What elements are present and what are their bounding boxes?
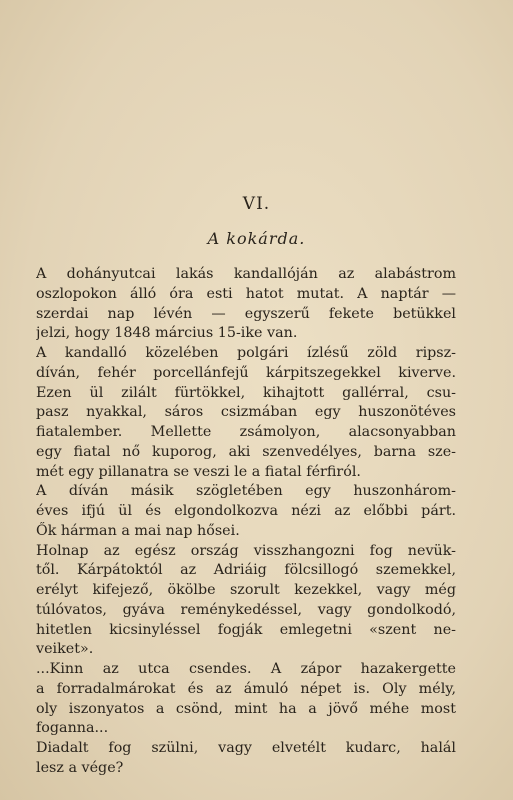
text-line: foganna... — [36, 720, 109, 737]
text-line: A kandalló közelében polgári ízlésű zöld ripsz- — [36, 345, 456, 361]
text-line: től. Kárpátoktól az Adriáig fölcsillogó szemekkel, — [36, 562, 456, 579]
text-line: a forradalmárokat és az ámuló népet is. Oly mély, — [36, 680, 456, 697]
text-line: egy fiatal nő kuporog, aki szenvedélyes, barna sze- — [36, 443, 456, 460]
text-line: mét egy pillanatra se veszi le a fiatal férfiról. — [36, 463, 361, 480]
text-line: pasz nyakkal, sáros csizmában egy huszonötéves — [36, 404, 456, 421]
chapter-title: A kokárda. — [207, 229, 306, 248]
text-line: erélyt kifejező, ökölbe szorult kezekkel, vagy még — [36, 582, 456, 598]
text-line: hitetlen kicsinyléssel fogják emlegetni «szent ne- — [36, 621, 456, 638]
text-line: lesz a vége? — [36, 759, 124, 776]
chapter-number: VI. — [242, 194, 271, 214]
body-text — [36, 265, 456, 779]
text-line: oly iszonyatos a csönd, mint ha a jövő méhe most — [36, 700, 456, 717]
text-line: Holnap az egész ország visszhangozni fog nevük- — [36, 542, 456, 559]
text-line: jelzi, hogy 1848 március 15-ike van. — [36, 325, 298, 342]
text-line: Diadalt fog szülni, vagy elvetélt kudarc, halál — [36, 740, 456, 756]
text-line: veiket». — [36, 641, 94, 658]
text-line: szerdai nap lévén — egyszerű fekete betükkel — [36, 305, 456, 322]
text-line: ...Kinn az utca csendes. A zápor hazakergette — [36, 661, 456, 677]
text-line: Ezen ül zilált fürtökkel, kihajtott gallérral, csu- — [36, 384, 456, 401]
text-line: A dohányutcai lakás kandallóján az alabástrom — [36, 266, 456, 282]
text-line: díván, fehér porcellánfejű kárpitszegekkel kiverve. — [36, 364, 456, 381]
text-line: éves ifjú ül és elgondolkozva nézi az előbbi párt. — [36, 503, 456, 519]
text-line: fiatalember. Mellette zsámolyon, alacsonyabban — [36, 424, 456, 440]
text-line: oszlopokon álló óra esti hatot mutat. A naptár — — [36, 285, 456, 302]
text-line: A díván másik szögletében egy huszonhárom- — [36, 483, 456, 500]
text-line: túlóvatos, gyáva reménykedéssel, vagy gondolkodó, — [36, 601, 456, 618]
text-line: Ők hárman a mai nap hősei. — [36, 522, 240, 539]
